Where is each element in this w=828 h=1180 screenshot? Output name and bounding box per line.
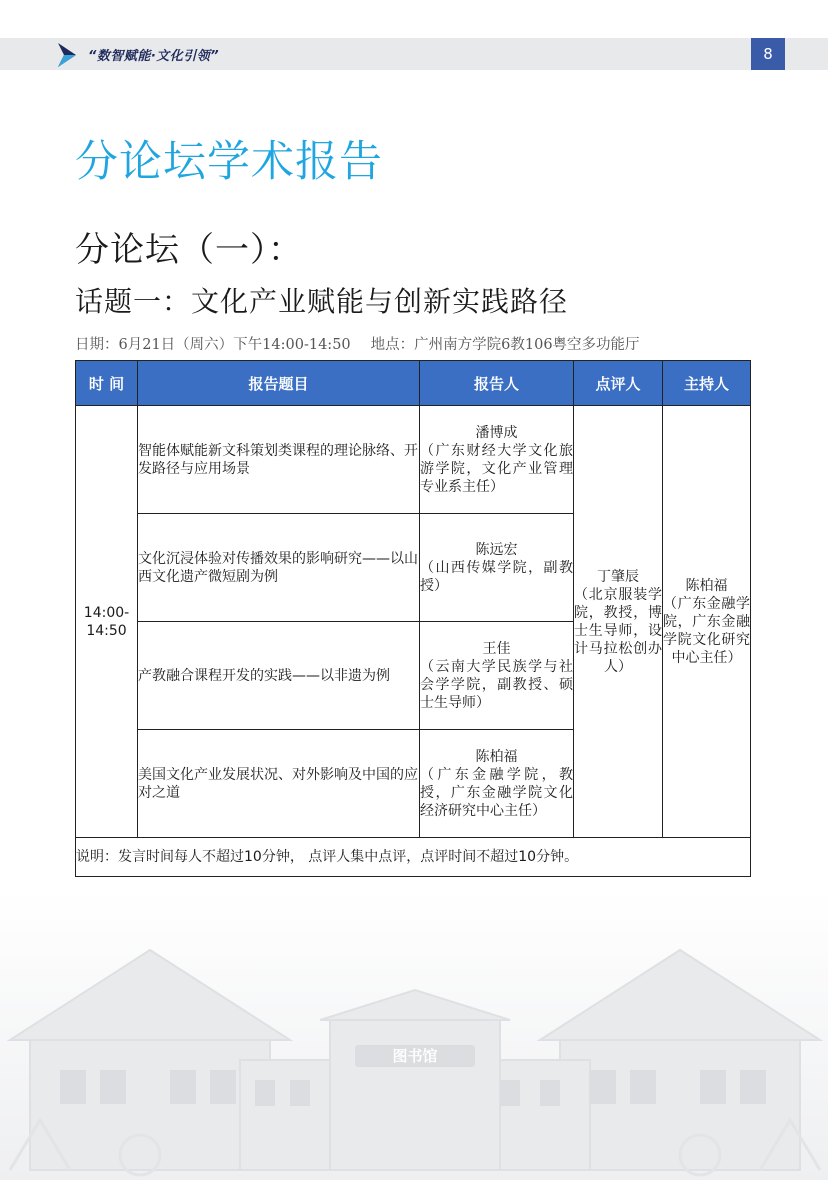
event-info <box>75 333 640 354</box>
page-number: 8 <box>751 38 785 70</box>
speaker-cell <box>420 406 574 514</box>
speaker-cell <box>420 730 574 838</box>
topic-cell: 美国文化产业发展状况、对外影响及中国的应对之道 <box>138 730 420 838</box>
speaker-name: 王佳 <box>482 640 511 657</box>
chevron-logo-icon <box>56 42 78 68</box>
time-value: 14:00- 14:50 <box>83 604 130 639</box>
speaker-affiliation: （山西传媒学院，副教授） <box>420 559 573 594</box>
header-speaker: 报告人 <box>420 361 574 406</box>
host-affiliation: （广东金融学院，广东金融学院文化研究中心主任） <box>663 595 750 666</box>
campus-buildings-illustration <box>0 890 828 1180</box>
speaker-name: 陈远宏 <box>475 541 518 558</box>
reviewer-name: 丁肇辰 <box>597 568 639 585</box>
table-row <box>76 406 751 514</box>
speaker-cell <box>420 514 574 622</box>
header-reviewer: 点评人 <box>574 361 663 406</box>
header-slogan: “数智赋能·文化引领” <box>88 49 220 64</box>
page-title: 分论坛学术报告 <box>75 137 383 187</box>
reviewer-affiliation: （北京服装学院，教授，博士生导师，设计马拉松创办人） <box>574 586 662 675</box>
speaker-affiliation: （云南大学民族学与社会学学院，副教授、硕士生导师） <box>420 658 573 711</box>
note-row <box>76 838 751 877</box>
topic-title: 话题一：文化产业赋能与创新实践路径 <box>75 285 569 318</box>
speaker-name: 陈柏福 <box>475 748 518 765</box>
note-cell: 说明：发言时间每人不超过10分钟， 点评人集中点评，点评时间不超过10分钟。 <box>76 838 751 877</box>
speaker-affiliation: （广东财经大学文化旅游学院，文化产业管理专业系主任） <box>420 442 573 495</box>
speaker-name: 潘博成 <box>475 424 518 441</box>
reviewer-cell <box>574 406 663 838</box>
header-time: 时 间 <box>76 361 138 406</box>
host-cell <box>663 406 751 838</box>
topic-cell: 产教融合课程开发的实践——以非遗为例 <box>138 622 420 730</box>
forum-title: 分论坛（一）： <box>75 230 303 270</box>
header-host: 主持人 <box>663 361 751 406</box>
speaker-affiliation: （广东金融学院，教授，广东金融学院文化经济研究中心主任） <box>420 766 573 819</box>
topic-cell: 文化沉浸体验对传播效果的影响研究——以山西文化遗产微短剧为例 <box>138 514 420 622</box>
topic-cell: 智能体赋能新文科策划类课程的理论脉络、开发路径与应用场景 <box>138 406 420 514</box>
time-cell <box>76 406 138 838</box>
host-name: 陈柏福 <box>685 577 728 594</box>
header-topic: 报告题目 <box>138 361 420 406</box>
library-sign: 图书馆 <box>392 1047 438 1065</box>
event-date: 日期：6月21日（周六）下午14:00-14:50 <box>75 337 351 353</box>
schedule-table <box>75 360 751 877</box>
speaker-cell <box>420 622 574 730</box>
event-location: 地点：广州南方学院6教106粤空多功能厅 <box>370 337 640 353</box>
